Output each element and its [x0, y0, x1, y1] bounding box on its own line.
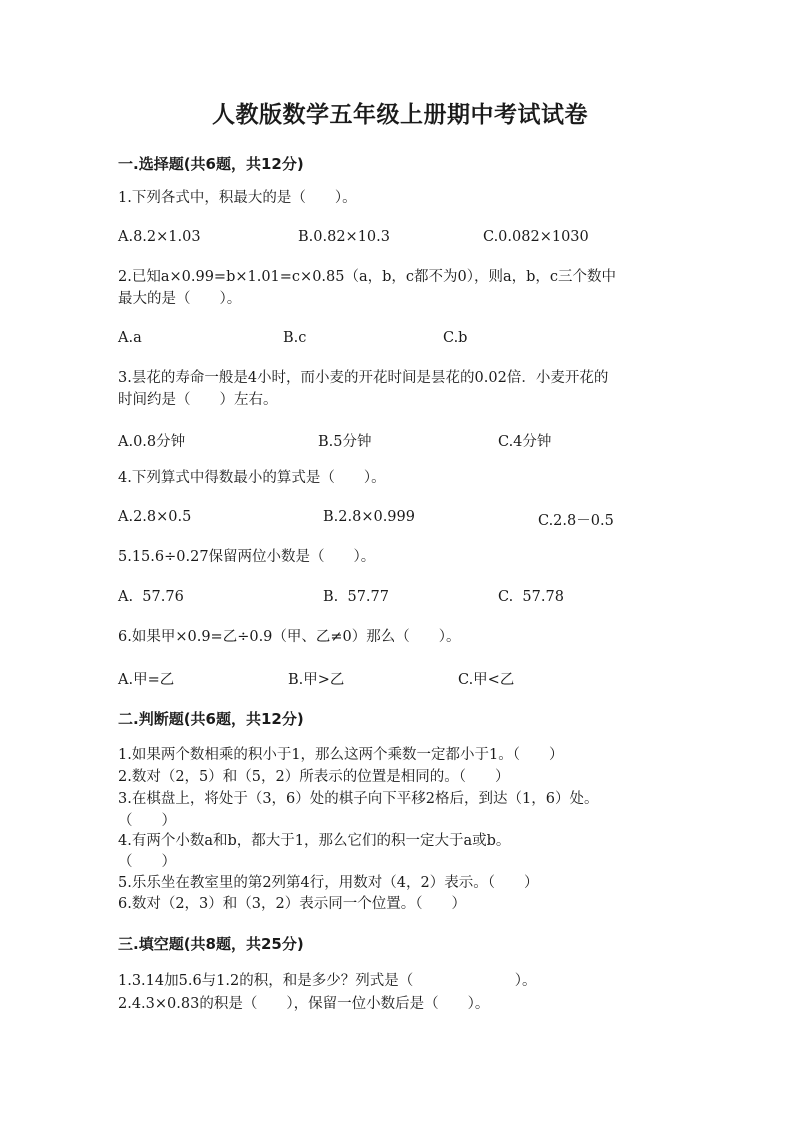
option-a: A. 57.76: [118, 589, 184, 605]
option-c: C.2.8－0.5: [538, 513, 614, 529]
option-a: A.0.8分钟: [118, 434, 186, 450]
option-a: A.2.8×0.5: [118, 509, 192, 525]
question-text: 4.下列算式中得数最小的算式是（ ）。: [118, 470, 386, 486]
section-heading-true-false: 二.判断题(共6题，共12分): [118, 710, 304, 728]
question-text: 1.下列各式中，积最大的是（ ）。: [118, 190, 357, 206]
judgement-question: 3.在棋盘上，将处于（3，6）处的棋子向下平移2格后，到达（1，6）处。: [118, 791, 599, 807]
judgement-question: 2.数对（2，5）和（5，2）所表示的位置是相同的。（ ）: [118, 769, 510, 785]
question-text: 3.昙花的寿命一般是4小时，而小麦的开花时间是昙花的0.02倍．小麦开花的: [118, 370, 609, 386]
question-text-continued: 时间约是（ ）左右。: [118, 392, 278, 408]
option-b: B.2.8×0.999: [323, 509, 415, 525]
judgement-answer-blank: （ ）: [118, 813, 176, 829]
option-c: C.4分钟: [498, 434, 552, 450]
option-a: A.甲=乙: [118, 672, 175, 688]
option-a: A.a: [118, 330, 142, 346]
page-title: 人教版数学五年级上册期中考试试卷: [212, 101, 588, 128]
option-a: A.8.2×1.03: [118, 229, 201, 245]
section-heading-choice: 一.选择题(共6题，共12分): [118, 155, 304, 173]
option-c: C. 57.78: [498, 589, 564, 605]
judgement-question: 6.数对（2，3）和（3，2）表示同一个位置。（ ）: [118, 896, 466, 912]
option-b: B.甲>乙: [288, 672, 345, 688]
fill-blank-question: 1.3.14加5.6与1.2的积，和是多少？列式是（ ）。: [118, 973, 537, 989]
judgement-question: 5.乐乐坐在教室里的第2列第4行，用数对（4，2）表示。（ ）: [118, 875, 539, 891]
fill-blank-question: 2.4.3×0.83的积是（ ），保留一位小数后是（ ）。: [118, 996, 490, 1012]
question-text: 5.15.6÷0.27保留两位小数是（ ）。: [118, 549, 376, 565]
option-b: B. 57.77: [323, 589, 389, 605]
section-heading-fill-blank: 三.填空题(共8题，共25分): [118, 935, 304, 953]
question-text-continued: 最大的是（ ）。: [118, 291, 242, 307]
judgement-answer-blank: （ ）: [118, 854, 176, 870]
option-b: B.c: [283, 330, 307, 346]
option-c: C.0.082×1030: [483, 229, 589, 245]
option-b: B.0.82×10.3: [298, 229, 390, 245]
question-text: 2.已知a×0.99=b×1.01=c×0.85（a，b，c都不为0），则a，b，c三个数中: [118, 269, 617, 285]
question-text: 6.如果甲×0.9=乙÷0.9（甲、乙≠0）那么（ ）。: [118, 629, 461, 645]
option-b: B.5分钟: [318, 434, 372, 450]
judgement-question: 4.有两个小数a和b，都大于1，那么它们的积一定大于a或b。: [118, 833, 511, 849]
option-c: C.b: [443, 330, 468, 346]
judgement-question: 1.如果两个数相乘的积小于1，那么这两个乘数一定都小于1。（ ）: [118, 747, 564, 763]
option-c: C.甲<乙: [458, 672, 515, 688]
